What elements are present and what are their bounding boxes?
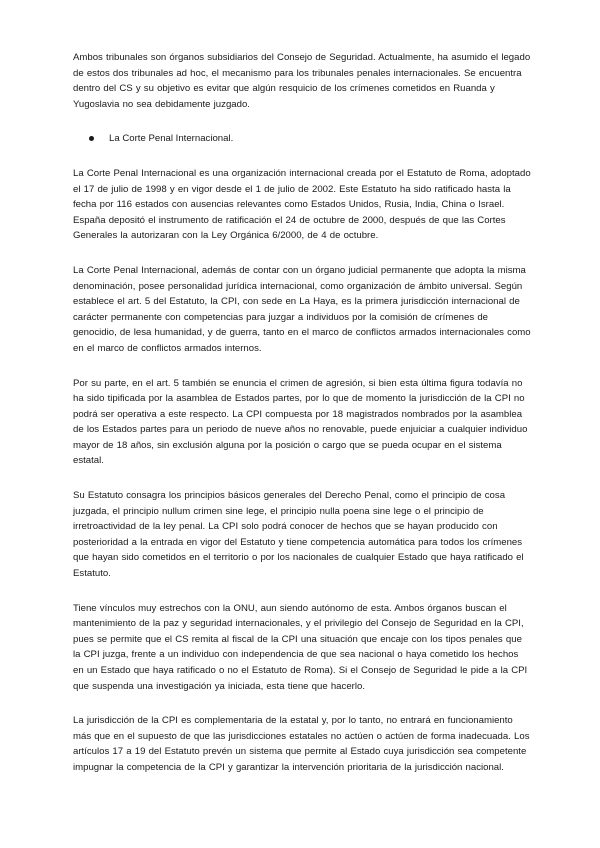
paragraph-principios-penales: Su Estatuto consagra los principios básicos generales del Derecho Penal, como el principio de cosa juzgada, el principio nullum crimen sine lege, el principio nulla poena sine lege o el principio de irretroactividad de la ley penal. La CPI solo podrá conocer de hechos que se hayan producido con posterioridad a la entrada en vigor del Estatuto y tiene competencia automática para todos los crímenes que hayan sido cometidos en el territorio o por los nacionales de cualquier Estado que haya ratificado el Estatuto. [73,490,524,580]
paragraph-vinculos-onu: Tiene vínculos muy estrechos con la ONU, aun siendo autónomo de esta. Ambos órganos buscan el mantenimiento de la paz y seguridad internacionales, y el privilegio del Consejo de Seguridad en la CPI, pues se permite que el CS remita al fiscal de la CPI una situación que encaje con los tipos penales que la CPI juzga, frente a un individuo con independencia de que sea nacional o haya cometido los hechos en un Estado que haya ratificado o no el Estatuto de Roma). Si el Consejo de Seguridad le pide a la CPI que suspenda una investigación ya iniciada, esta tiene que hacerlo. [73,602,528,692]
paragraph-crimen-agresion: Por su parte, en el art. 5 también se enuncia el crimen de agresión, si bien esta última figura todavía no ha sido tipificada por la asamblea de Estados partes, por lo que de momento la jurisdicción de la CPI no podrá ser operativa a este respecto. La CPI compuesta por 18 magistrados nombrados por la asamblea de los Estados partes para un periodo de nueve años no renovable, puede enjuiciar a cualquier individuo mayor de 18 años, sin exclusión alguna por la posición o cargo que se pueda ocupar en el sistema estatal. [73,377,528,467]
bullet-item-corte-penal [73,131,531,147]
bullet-heading: La Corte Penal Internacional. [109,133,234,145]
paragraph-estatuto-roma: La Corte Penal Internacional es una organización internacional creada por el Estatuto de Roma, adoptado el 17 de julio de 1998 y en vigor desde el 1 de julio de 2002. Este Estatuto ha sido ratificado hasta la fecha por 116 estados con ausencias relevantes como Estados Unidos, Rusia, India, China o Israel. España depositó el instrumento de ratificación el 24 de octubre de 2000, después de que las Cortes Generales la autorizaran con la Ley Orgánica 6/2000, de 4 de octubre. [73,167,531,242]
paragraph-tribunales-subsidiarios: Ambos tribunales son órganos subsidiarios del Consejo de Seguridad. Actualmente, ha asumido el legado de estos dos tribunales ad hoc, el mecanismo para los tribunales penales internacionales. Se encuentra dentro del CS y su objetivo es evitar que algún resquicio de los crímenes cometidos en Ruanda y Yugoslavia no sea debidamente juzgado. [73,52,531,110]
document-body [73,50,531,795]
paragraph-complementariedad: La jurisdicción de la CPI es complementaria de la estatal y, por lo tanto, no entrará en funcionamiento más que en el supuesto de que las jurisdicciones estatales no actúen o actúen de forma inadecuada. Los artículos 17 a 19 del Estatuto prevén un sistema que permite al Estado cuya jurisdicción sea competente impugnar la competencia de la CPI y garantizar la intervención prioritaria de la jurisdicción nacional. [73,715,530,773]
paragraph-personalidad-juridica: La Corte Penal Internacional, además de contar con un órgano judicial permanente que adopta la misma denominación, posee personalidad jurídica internacional, como organización de ámbito universal. Según establece el art. 5 del Estatuto, la CPI, con sede en La Haya, es la primera jurisdicción internacional de carácter permanente con competencias para juzgar a individuos por la comisión de crímenes de genocidio, de lesa humanidad, y de guerra, tanto en el marco de conflictos armados internacionales como en el marco de conflictos armados internos. [73,264,531,354]
bullet-dot-icon [89,136,94,141]
